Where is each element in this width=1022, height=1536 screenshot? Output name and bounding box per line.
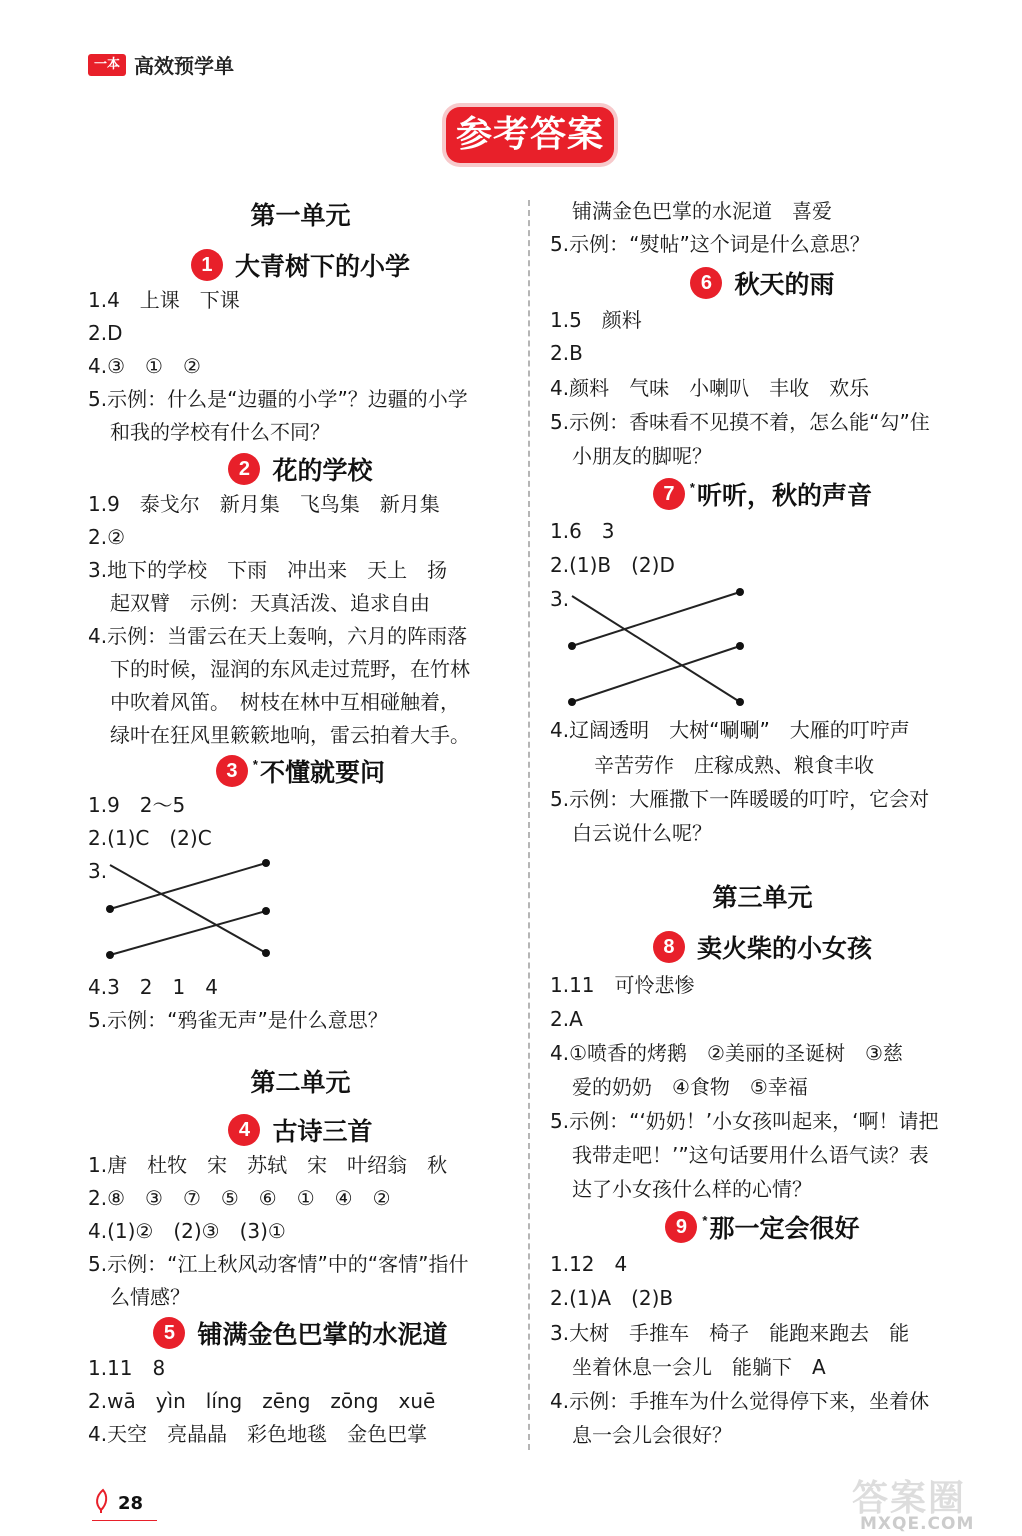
lesson-number-badge: 9 *	[665, 1211, 697, 1243]
answer-line: 5.示例：香味看不见摸不着，怎么能“勾”住	[550, 410, 930, 434]
answer-line: 2.A	[550, 1007, 583, 1031]
lesson-title: 大青树下的小学	[234, 252, 410, 281]
match-line	[110, 911, 266, 955]
match-dot	[106, 905, 114, 913]
lesson-number-badge: 8	[653, 931, 685, 963]
answer-line: 1.11 8	[88, 1356, 166, 1380]
matching-diagram	[550, 582, 750, 712]
lesson-heading	[550, 929, 975, 965]
lesson-heading	[88, 753, 513, 789]
lesson-number-badge: 5	[153, 1317, 185, 1349]
answer-line: 么情感？	[110, 1285, 190, 1309]
answer-line: 5.示例：大雁撒下一阵暖暖的叮咛，它会对	[550, 787, 930, 811]
lesson-heading	[88, 247, 513, 283]
answer-line: 5.示例：什么是“边疆的小学”？边疆的小学	[88, 387, 468, 411]
answer-line: 辛苦劳作 庄稼成熟、粮食丰收	[594, 753, 874, 777]
answer-line: 1.4 上课 下课	[88, 288, 240, 312]
answer-line: 3.大树 手推车 椅子 能跑来跑去 能	[550, 1321, 910, 1345]
lesson-heading	[88, 1112, 513, 1148]
answer-line: 5.示例：“‘奶奶！’小女孩叫起来，‘啊！请把	[550, 1109, 939, 1133]
lesson-heading	[550, 265, 975, 301]
answer-line: 2.(1)A (2)B	[550, 1286, 674, 1310]
answer-line: 1.唐 杜牧 宋 苏轼 宋 叶绍翁 秋	[88, 1153, 448, 1177]
answer-line: 1.5 颜料	[550, 308, 642, 332]
answer-line: 2.wā yìn líng zēng zōng xuē	[88, 1389, 436, 1413]
answer-line: 坐着休息一会儿 能躺下 A	[572, 1355, 826, 1379]
answer-line: 4.①喷香的烤鹅 ②美丽的圣诞树 ③慈	[550, 1041, 903, 1065]
answer-line: 绿叶在狂风里簌簌地响，雷云拍着大手。	[110, 723, 470, 747]
answer-line: 小朋友的脚呢？	[572, 444, 712, 468]
answer-line: 1.11 可怜悲惨	[550, 973, 695, 997]
page-title: 参考答案	[446, 107, 614, 163]
answer-line: 中吹着风笛。 树枝在林中互相碰触着，	[110, 690, 460, 714]
answer-line: 4.示例：手推车为什么觉得停下来，坐着休	[550, 1389, 930, 1413]
answer-line: 2.②	[88, 525, 126, 549]
column-divider	[528, 200, 530, 1450]
lesson-number-badge: 2	[228, 453, 260, 485]
answer-line: 达了小女孩什么样的心情？	[572, 1177, 812, 1201]
unit-heading: 第二单元	[250, 1068, 351, 1097]
match-dot	[736, 642, 744, 650]
match-line	[110, 863, 266, 909]
lesson-title: 那一定会很好	[709, 1214, 860, 1243]
match-dot	[106, 951, 114, 959]
answer-line: 4.(1)② (2)③ (3)①	[88, 1219, 286, 1243]
lesson-number-badge: 1	[191, 249, 223, 281]
lesson-heading	[88, 1315, 513, 1351]
answer-line: 2.B	[550, 341, 583, 365]
lesson-title: 卖火柴的小女孩	[696, 934, 872, 963]
answer-line: 下的时候，湿润的东风走过荒野，在竹林	[110, 657, 470, 681]
matching-diagram	[88, 855, 288, 965]
answer-line: 5.示例：“鸦雀无声”是什么意思？	[88, 1008, 388, 1032]
lesson-title: 秋天的雨	[734, 270, 835, 299]
lesson-number-badge: 3 *	[216, 755, 248, 787]
answer-line: 1.12 4	[550, 1252, 628, 1276]
match-line	[110, 865, 266, 953]
answer-line: 息一会儿会很好？	[572, 1423, 732, 1447]
answer-line: 5.示例：“熨帖”这个词是什么意思？	[550, 232, 870, 256]
match-line	[572, 592, 740, 646]
brand	[88, 50, 234, 79]
unit-heading: 第一单元	[250, 201, 351, 230]
leaf-icon	[92, 1488, 114, 1514]
answer-line: 4.颜料 气味 小喇叭 丰收 欢乐	[550, 376, 870, 400]
match-dot	[568, 698, 576, 706]
answer-line: 1.9 2～5	[88, 793, 186, 817]
answer-line: 3.	[550, 587, 570, 611]
optional-star: *	[252, 757, 258, 772]
watermark-text: 答案圈	[852, 1478, 967, 1519]
answer-line: 5.示例：“江上秋风动客情”中的“客情”指什	[88, 1252, 469, 1276]
lesson-title: 铺满金色巴掌的水泥道	[197, 1320, 448, 1349]
lesson-title: 不懂就要问	[259, 758, 385, 787]
match-dot	[262, 949, 270, 957]
answer-line: 4.③ ① ②	[88, 354, 201, 378]
answer-line: 我带走吧！’”这句话要用什么语气读？表	[572, 1143, 929, 1167]
answer-line: 2.D	[88, 321, 123, 345]
answer-line: 爱的奶奶 ④食物 ⑤幸福	[572, 1075, 808, 1099]
match-dot	[262, 859, 270, 867]
lesson-title: 花的学校	[272, 456, 373, 485]
answer-line: 和我的学校有什么不同？	[110, 420, 330, 444]
answer-line: 3.	[88, 859, 108, 883]
optional-star: *	[702, 1213, 708, 1228]
brand-logo: 一本	[88, 54, 126, 76]
optional-star: *	[689, 480, 695, 495]
answer-line: 4.示例：当雷云在天上轰响，六月的阵雨落	[88, 624, 468, 648]
answer-line: 4.辽阔透明 大树“唰唰” 大雁的叮咛声	[550, 718, 910, 742]
page-number: 28	[118, 1493, 144, 1514]
brand-name: 高效预学单	[134, 54, 234, 78]
lesson-heading	[550, 476, 975, 512]
match-dot	[736, 698, 744, 706]
lesson-title: 古诗三首	[272, 1117, 373, 1146]
answer-line: 2.⑧ ③ ⑦ ⑤ ⑥ ① ④ ②	[88, 1186, 391, 1210]
answer-line: 3.地下的学校 下雨 冲出来 天上 扬	[88, 558, 448, 582]
answer-line: 2.(1)C (2)C	[88, 826, 212, 850]
footer-rule	[92, 1520, 157, 1521]
watermark	[852, 1470, 1017, 1536]
watermark-url: MXQE.COM	[860, 1514, 975, 1534]
match-line	[572, 596, 740, 702]
answer-line: 4.天空 亮晶晶 彩色地毯 金色巴掌	[88, 1422, 428, 1446]
match-dot	[262, 907, 270, 915]
match-line	[572, 646, 740, 702]
lesson-title: 听听，秋的声音	[696, 481, 872, 510]
answer-line: 白云说什么呢？	[572, 821, 712, 845]
answer-line: 2.(1)B (2)D	[550, 553, 675, 577]
answer-line: 1.9 泰戈尔 新月集 飞鸟集 新月集	[88, 492, 440, 516]
lesson-heading	[88, 451, 513, 487]
lesson-number-badge: 6	[690, 267, 722, 299]
answer-line: 4.3 2 1 4	[88, 975, 218, 999]
lesson-heading	[550, 1209, 975, 1245]
page-footer	[92, 1488, 143, 1514]
match-dot	[736, 588, 744, 596]
match-dot	[568, 642, 576, 650]
answer-line: 1.6 3	[550, 519, 615, 543]
answer-line: 铺满金色巴掌的水泥道 喜爱	[572, 199, 832, 223]
answer-line: 起双臂 示例：天真活泼、追求自由	[110, 591, 430, 615]
lesson-number-badge: 7 *	[653, 478, 685, 510]
lesson-number-badge: 4	[228, 1114, 260, 1146]
unit-heading: 第三单元	[712, 883, 813, 912]
